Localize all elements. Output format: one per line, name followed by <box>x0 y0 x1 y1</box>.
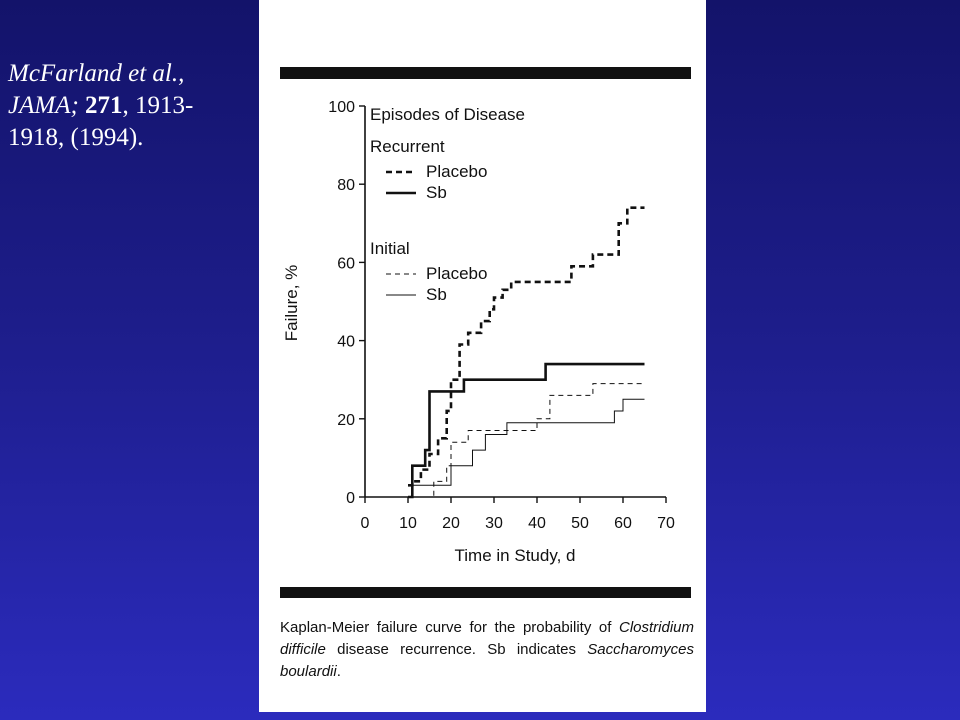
caption-text-2: disease recurrence. Sb indicates <box>325 641 588 658</box>
y-tick-label: 40 <box>337 333 355 351</box>
legend-entry-label: Placebo <box>426 264 488 283</box>
caption-organism: Clostridium difficile <box>280 619 694 658</box>
kaplan-meier-chart <box>259 0 706 590</box>
citation-year: (1994). <box>70 124 144 151</box>
citation-comma: , <box>122 92 129 119</box>
chart-ticks <box>328 99 675 532</box>
caption-text-1: Kaplan-Meier failure curve for the probability of <box>280 619 619 636</box>
series-recurrent-placebo <box>408 208 645 486</box>
series-initial-sb <box>408 399 645 497</box>
y-tick-label: 20 <box>337 411 355 429</box>
caption-text-3: . <box>336 663 341 680</box>
legend-entry-label: Sb <box>426 183 447 202</box>
x-tick-label: 30 <box>485 515 503 532</box>
legend-entry-label: Placebo <box>426 162 488 181</box>
y-tick-label: 100 <box>328 99 355 116</box>
x-tick-label: 60 <box>614 515 632 532</box>
chart-legend <box>370 105 525 304</box>
x-axis-label: Time in Study, d <box>454 546 576 565</box>
chart-axes <box>365 106 666 497</box>
chart-series <box>408 208 645 497</box>
series-initial-placebo <box>408 384 645 497</box>
y-tick-label: 80 <box>337 177 355 195</box>
citation <box>8 58 248 154</box>
legend-entry-label: Sb <box>426 285 447 304</box>
x-tick-label: 40 <box>528 515 546 532</box>
x-tick-label: 20 <box>442 515 460 532</box>
figure-panel <box>259 0 706 712</box>
figure-caption <box>280 617 694 683</box>
y-tick-label: 0 <box>346 490 355 507</box>
citation-authors: McFarland et al., JAMA; <box>8 60 185 119</box>
x-tick-label: 50 <box>571 515 589 532</box>
caption-sb-name: Saccharomyces boulardii <box>280 641 694 680</box>
y-tick-label: 60 <box>337 255 355 273</box>
x-tick-label: 0 <box>360 515 370 532</box>
legend-group-label: Initial <box>370 239 410 258</box>
legend-header: Episodes of Disease <box>370 105 525 124</box>
figure-bottom-rule <box>280 587 691 598</box>
citation-volume: 271 <box>85 92 123 119</box>
legend-group-label: Recurrent <box>370 137 445 156</box>
x-tick-label: 10 <box>399 515 417 532</box>
citation-pages: 1913-1918, <box>8 92 194 151</box>
y-axis-label: Failure, % <box>282 264 301 342</box>
x-tick-label: 70 <box>657 515 675 532</box>
